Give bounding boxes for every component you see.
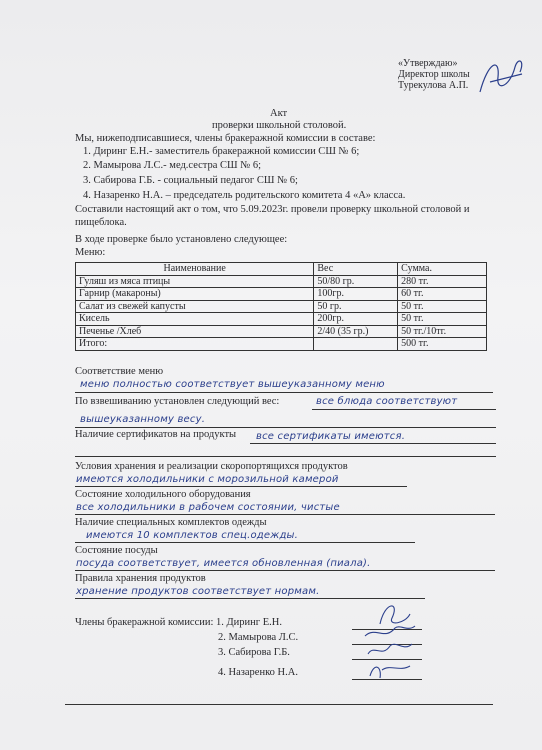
menu-compliance-value: меню полностью соответствует вышеуказанному меню bbox=[80, 379, 385, 390]
approval-block bbox=[398, 58, 470, 91]
cell-sum: 280 тг. bbox=[398, 275, 487, 288]
underline bbox=[75, 542, 415, 543]
fridge-value: все холодильники в рабочем состоянии, чистые bbox=[76, 502, 340, 513]
weight-value-2: вышеуказанному весу. bbox=[80, 414, 206, 425]
signature-name-1: 1. Диринг Е.Н. bbox=[216, 617, 282, 628]
underline bbox=[75, 514, 495, 515]
member-4: 4. Назаренко Н.А. – председатель родительского комитета 4 «А» класса. bbox=[83, 190, 406, 201]
table-total-row bbox=[76, 338, 487, 351]
rules-label: Правила хранения продуктов bbox=[75, 573, 206, 584]
table-row bbox=[76, 275, 487, 288]
table-row bbox=[76, 313, 487, 326]
signatures-label: Члены бракеражной комиссии: bbox=[75, 617, 214, 628]
table-header-row bbox=[76, 263, 487, 276]
cell-weight: 100гр. bbox=[314, 288, 398, 301]
weight-value-1: все блюда соответствуют bbox=[316, 396, 458, 407]
cell-sum: 60 тг. bbox=[398, 288, 487, 301]
header-weight: Вес bbox=[314, 263, 398, 276]
cell-total-weight bbox=[314, 338, 398, 351]
member-2: 2. Мамырова Л.С.- мед.сестра СШ № 6; bbox=[83, 160, 262, 171]
underline bbox=[75, 486, 407, 487]
cell-sum: 50 тг. bbox=[398, 313, 487, 326]
underline bbox=[75, 392, 493, 393]
storage-value: имеются холодильники с морозильной камерой bbox=[76, 474, 339, 485]
signature-name-2: 2. Мамырова Л.С. bbox=[218, 632, 299, 643]
cell-sum: 50 тг./10тг. bbox=[398, 325, 487, 338]
member-3: 3. Сабирова Г.Б. - социальный педагог СШ № 6; bbox=[83, 175, 298, 186]
cell-weight: 50 гр. bbox=[314, 300, 398, 313]
table-row bbox=[76, 288, 487, 301]
underline bbox=[312, 409, 496, 410]
approval-line-2: Директор школы bbox=[398, 69, 470, 80]
cell-name: Салат из свежей капусты bbox=[76, 300, 314, 313]
findings-intro: В ходе проверке было установлено следующее: bbox=[75, 234, 288, 245]
cell-weight: 200гр. bbox=[314, 313, 398, 326]
cell-name: Гуляш из мяса птицы bbox=[76, 275, 314, 288]
approval-line-3: Турекулова А.П. bbox=[398, 80, 469, 91]
approval-line-1: «Утверждаю» bbox=[398, 58, 458, 69]
certificates-label: Наличие сертификатов на продукты bbox=[75, 429, 237, 440]
director-signature bbox=[470, 52, 530, 102]
cell-weight: 2/40 (35 гр.) bbox=[314, 325, 398, 338]
bottom-rule bbox=[65, 704, 493, 705]
cell-name: Печенье /Хлеб bbox=[76, 325, 314, 338]
act-subtitle: проверки школьной столовой. bbox=[212, 120, 347, 131]
header-sum: Сумма. bbox=[398, 263, 487, 276]
underline bbox=[250, 443, 496, 444]
cell-name: Гарнир (макароны) bbox=[76, 288, 314, 301]
rules-value: хранение продуктов соответствует нормам. bbox=[76, 586, 320, 597]
underline bbox=[75, 427, 496, 428]
act-title: Акт bbox=[270, 108, 288, 119]
member-1: 1. Диринг Е.Н.- заместитель бракеражной комиссии СШ № 6; bbox=[83, 146, 360, 157]
cell-name: Кисель bbox=[76, 313, 314, 326]
table-row bbox=[76, 300, 487, 313]
cell-total-label: Итого: bbox=[76, 338, 314, 351]
fridge-label: Состояние холодильного оборудования bbox=[75, 489, 251, 500]
cell-total-sum: 500 тг. bbox=[398, 338, 487, 351]
signature-name-4: 4. Назаренко Н.А. bbox=[218, 667, 298, 678]
menu-compliance-label: Соответствие меню bbox=[75, 366, 164, 377]
certificates-value: все сертификаты имеются. bbox=[256, 431, 406, 442]
act-statement-1: Составили настоящий акт о том, что 5.09.2023г. провели проверку школьной столовой и bbox=[75, 204, 470, 215]
menu-table bbox=[75, 262, 487, 351]
cell-weight: 50/80 гр. bbox=[314, 275, 398, 288]
storage-label: Условия хранения и реализации скоропортящихся продуктов bbox=[75, 461, 348, 472]
act-statement-2: пищеблока. bbox=[75, 217, 127, 228]
weight-label: По взвешиванию установлен следующий вес: bbox=[75, 396, 280, 407]
underline bbox=[75, 570, 495, 571]
clothing-label: Наличие специальных комплектов одежды bbox=[75, 517, 267, 528]
cell-sum: 50 тг. bbox=[398, 300, 487, 313]
dishes-value: посуда соответствует, имеется обновленная (пиала). bbox=[76, 558, 371, 569]
dishes-label: Состояние посуды bbox=[75, 545, 158, 556]
signature-name-3: 3. Сабирова Г.Б. bbox=[218, 647, 290, 658]
table-row bbox=[76, 325, 487, 338]
underline bbox=[75, 456, 496, 457]
menu-label: Меню: bbox=[75, 247, 106, 258]
clothing-value: имеются 10 комплектов спец.одежды. bbox=[86, 530, 299, 541]
intro-text: Мы, нижеподписавшиеся, члены бракеражной комиссии в составе: bbox=[75, 133, 376, 144]
member-signatures bbox=[360, 596, 420, 686]
header-name: Наименование bbox=[76, 263, 314, 276]
